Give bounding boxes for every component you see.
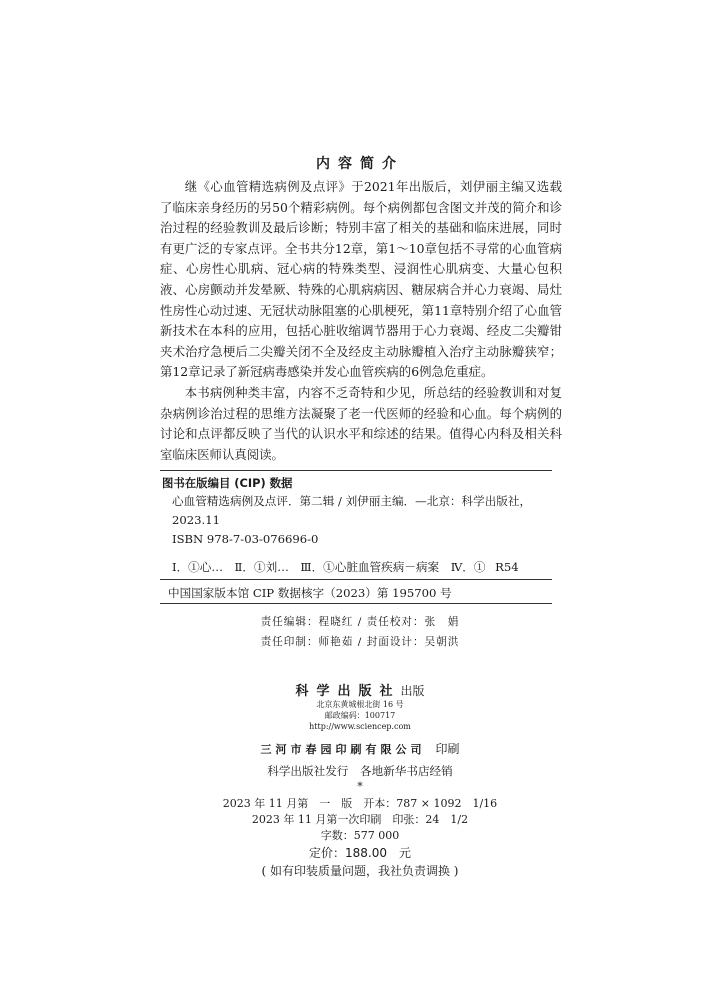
publisher-logo-text: 科学出版社 (295, 684, 401, 699)
editor-credit-line-2: 责任印制：师艳茹 / 封面设计：吴朝洪 (260, 636, 460, 648)
cip-classification: Ⅰ．①心… Ⅱ．①刘… Ⅲ．①心脏血管疾病－病案 Ⅳ．① R54 (172, 560, 519, 574)
cip-block (160, 470, 552, 604)
printer-name: 三河市春园印刷有限公司 (260, 743, 426, 756)
intro-text (160, 177, 562, 465)
cip-record-year: 2023.11 (172, 513, 220, 527)
publisher-block (0, 680, 720, 732)
quality-note: ( 如有印装质量问题，我社负责调换 ) (261, 864, 459, 878)
edition-info (0, 796, 720, 844)
word-count: 字数：577 000 (320, 829, 400, 842)
publisher-address: 北京东黄城根北街 16 号 (316, 700, 404, 709)
intro-paragraph-1: 继《心血管精选病例及点评》于2021年出版后，刘伊丽主编又选载了临床亲身经历的另50个精彩病例。每个病例都包含图文并茂的简介和诊治过程的经验教训及最后诊断；特别丰富了相关的基础和临床进展，同时有更广泛的专家点评。全书共分12章，第1～10章包括不寻常的心血管病症、心房性心肌病、冠心病的特殊类型、浸润性心肌病变、大量心包积液、心房颤动并发晕厥、特殊的心肌病病因、糖尿病合并心力衰竭、局灶性房性心动过速、无冠状动脉阻塞的心肌梗死，第11章特别介绍了心血管新技术在本科的应用，包括心脏收缩调节器用于心力衰竭、经皮二尖瓣钳夹术治疗急梗后二尖瓣关闭不全及经皮主动脉瓣植入治疗主动脉瓣狭窄；第12章记录了新冠病毒感染并发心血管疾病的6例急危重症。 (160, 179, 562, 380)
publisher-postcode: 邮政编码：100717 (324, 711, 396, 720)
cip-record-line: 心血管精选病例及点评．第二辑 / 刘伊丽主编．—北京：科学出版社， (172, 494, 532, 508)
cip-title: 图书在版编目 (CIP) 数据 (162, 476, 293, 490)
price: 定价：188.00 元 (309, 846, 411, 860)
cip-approval-number: 中国国家版本馆 CIP 数据核字（2023）第 195700 号 (160, 579, 552, 604)
printer-line (0, 740, 720, 757)
section-title: 内容简介 (316, 156, 404, 172)
cip-isbn: ISBN 978-7-03-076696-0 (172, 532, 319, 546)
publisher-url: http://www.sciencep.com (309, 722, 411, 731)
separator-asterisk: * (357, 780, 363, 793)
editor-credit-line-1: 责任编辑：程晓红 / 责任校对：张 娟 (260, 616, 460, 628)
edition-line-1: 2023 年 11 月第 一 版 开本：787 × 1092 1/16 (222, 797, 498, 810)
intro-paragraph-2: 本书病例种类丰富，内容不乏奇特和少见，所总结的经验教训和对复杂病例诊治过程的思维方法凝聚了老一代医师的经验和心血。每个病例的讨论和点评都反映了当代的认识水平和综述的结果。值得心内科及相关科室临床医师认真阅读。 (160, 384, 562, 462)
distribution-line: 科学出版社发行 各地新华书店经销 (267, 764, 453, 778)
printer-suffix: 印刷 (435, 742, 460, 756)
edition-line-2: 2023 年 11 月第一次印刷 印张：24 1/2 (251, 813, 469, 826)
editor-credits (0, 612, 720, 652)
publisher-suffix: 出版 (400, 684, 425, 698)
